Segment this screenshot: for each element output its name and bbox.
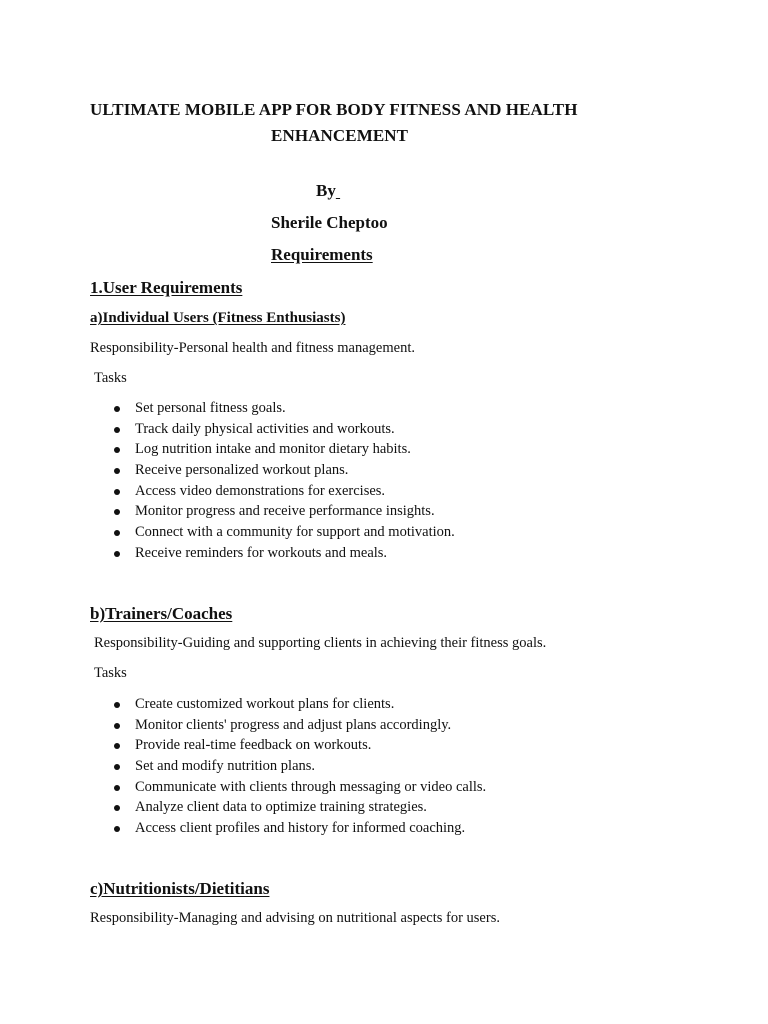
list-item xyxy=(90,797,486,818)
list-item xyxy=(90,777,486,798)
list-item xyxy=(90,522,455,543)
by-underline-space xyxy=(336,181,340,200)
list-item xyxy=(90,460,455,481)
list-item xyxy=(90,419,455,440)
nutritionists-responsibility: Responsibility-Managing and advising on nutritional aspects for users. xyxy=(90,910,500,926)
bullet-icon xyxy=(114,702,120,708)
list-item xyxy=(90,818,486,839)
bullet-icon xyxy=(114,427,120,433)
task-text: Monitor progress and receive performance insights. xyxy=(135,503,435,520)
bullet-icon xyxy=(114,530,120,536)
task-text: Connect with a community for support and motivation. xyxy=(135,524,455,541)
list-item xyxy=(90,439,455,460)
user-requirements-heading: 1.User Requirements xyxy=(90,278,243,297)
bullet-icon xyxy=(114,468,120,474)
task-text: Analyze client data to optimize training strategies. xyxy=(135,799,427,816)
task-text: Track daily physical activities and workouts. xyxy=(135,420,395,437)
trainers-heading: b)Trainers/Coaches xyxy=(90,604,233,623)
individual-users-tasks-label: Tasks xyxy=(94,370,127,386)
individual-users-task-list xyxy=(90,398,455,564)
individual-users-heading: a)Individual Users (Fitness Enthusiasts) xyxy=(90,310,346,326)
document-title-line-2: ENHANCEMENT xyxy=(271,126,409,145)
bullet-icon xyxy=(114,509,120,515)
bullet-icon xyxy=(114,764,120,770)
task-text: Receive reminders for workouts and meals. xyxy=(135,544,388,561)
task-text: Set personal fitness goals. xyxy=(135,400,286,416)
list-item xyxy=(90,481,455,502)
task-text: Access client profiles and history for informed coaching. xyxy=(135,820,466,837)
task-text: Monitor clients' progress and adjust plans accordingly. xyxy=(135,716,452,733)
list-item xyxy=(90,735,486,756)
bullet-icon xyxy=(114,743,120,749)
list-item xyxy=(90,543,455,564)
task-text: Log nutrition intake and monitor dietary habits. xyxy=(135,441,411,458)
task-text: Communicate with clients through messaging or video calls. xyxy=(135,778,487,795)
bullet-icon xyxy=(114,551,120,557)
trainers-tasks-label: Tasks xyxy=(94,665,127,681)
list-item xyxy=(90,398,455,419)
trainers-responsibility: Responsibility-Guiding and supporting clients in achieving their fitness goals. xyxy=(94,635,547,651)
individual-users-responsibility: Responsibility-Personal health and fitness management. xyxy=(90,340,415,356)
bullet-icon xyxy=(114,785,120,791)
requirements-heading: Requirements xyxy=(271,245,373,264)
list-item xyxy=(90,501,455,522)
task-text: Provide real-time feedback on workouts. xyxy=(135,737,372,754)
list-item xyxy=(90,694,486,715)
nutritionists-heading: c)Nutritionists/Dietitians xyxy=(90,879,270,898)
task-text: Create customized workout plans for clients. xyxy=(135,696,395,712)
by-label: By xyxy=(316,181,336,200)
task-text: Access video demonstrations for exercises. xyxy=(135,482,386,499)
bullet-icon xyxy=(114,447,120,453)
bullet-icon xyxy=(114,826,120,832)
task-text: Receive personalized workout plans. xyxy=(135,462,349,479)
list-item xyxy=(90,715,486,736)
by-label-wrapper xyxy=(316,181,340,201)
bullet-icon xyxy=(114,406,120,412)
trainers-task-list xyxy=(90,694,486,839)
author-name: Sherile Cheptoo xyxy=(271,213,388,232)
document-title-line-1: ULTIMATE MOBILE APP FOR BODY FITNESS AND HEALTH xyxy=(90,100,578,119)
bullet-icon xyxy=(114,805,120,811)
bullet-icon xyxy=(114,489,120,495)
list-item xyxy=(90,756,486,777)
bullet-icon xyxy=(114,723,120,729)
task-text: Set and modify nutrition plans. xyxy=(135,758,316,775)
